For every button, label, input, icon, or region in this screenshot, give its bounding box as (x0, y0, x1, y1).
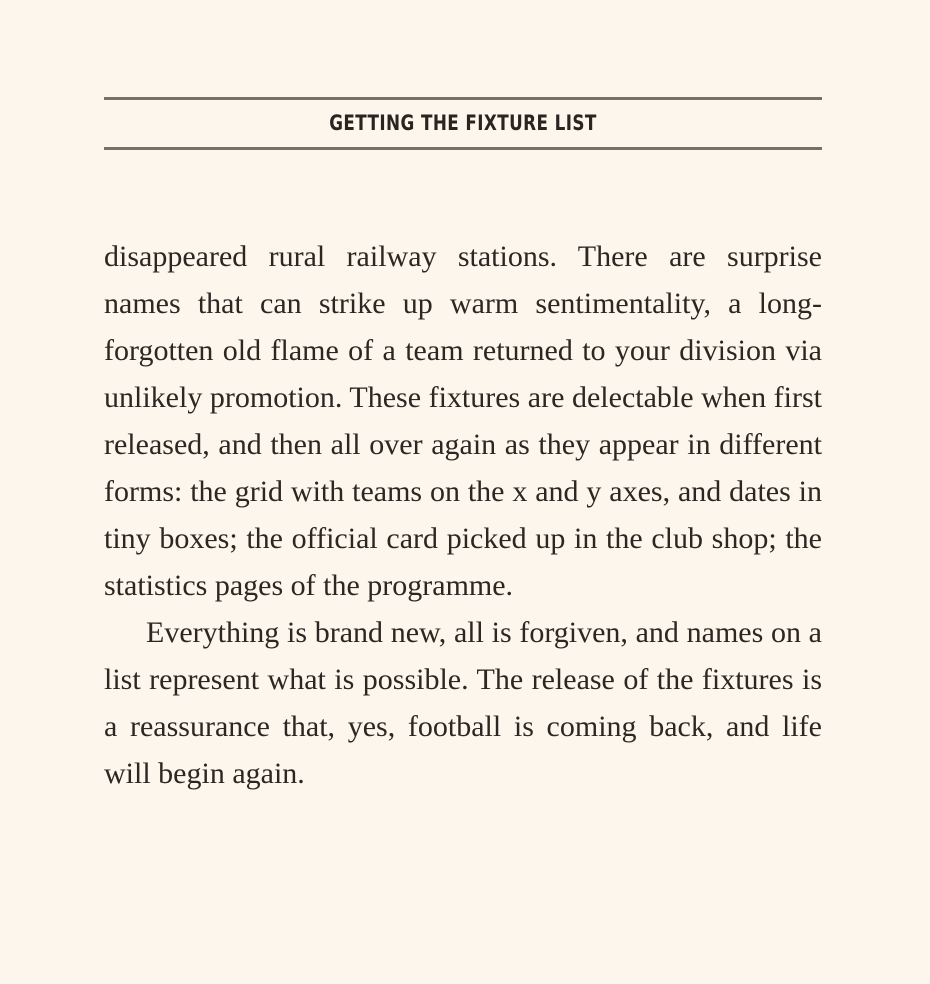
body-text (104, 233, 822, 797)
header-bottom-rule (104, 147, 822, 150)
header-top-rule (104, 97, 822, 100)
page-header (104, 97, 822, 151)
paragraph: Everything is brand new, all is forgiven, and names on a list represent what is possible. The release of the fixtures is a reassurance that, yes, football is coming back, and life will begin again. (104, 616, 822, 790)
running-head: GETTING THE FIXTURE LIST (329, 111, 597, 135)
paragraph-continued: disappeared rural railway stations. There are surprise names that can strike up warm sentimentality, a long-forgotten old flame of a team returned to your division via unlikely promotion. These fixtures are delectable when first released, and then all over again as they appear in different forms: the grid with teams on the x and y axes, and dates in tiny boxes; the official card picked up in the club shop; the statistics pages of the programme. (104, 240, 822, 602)
